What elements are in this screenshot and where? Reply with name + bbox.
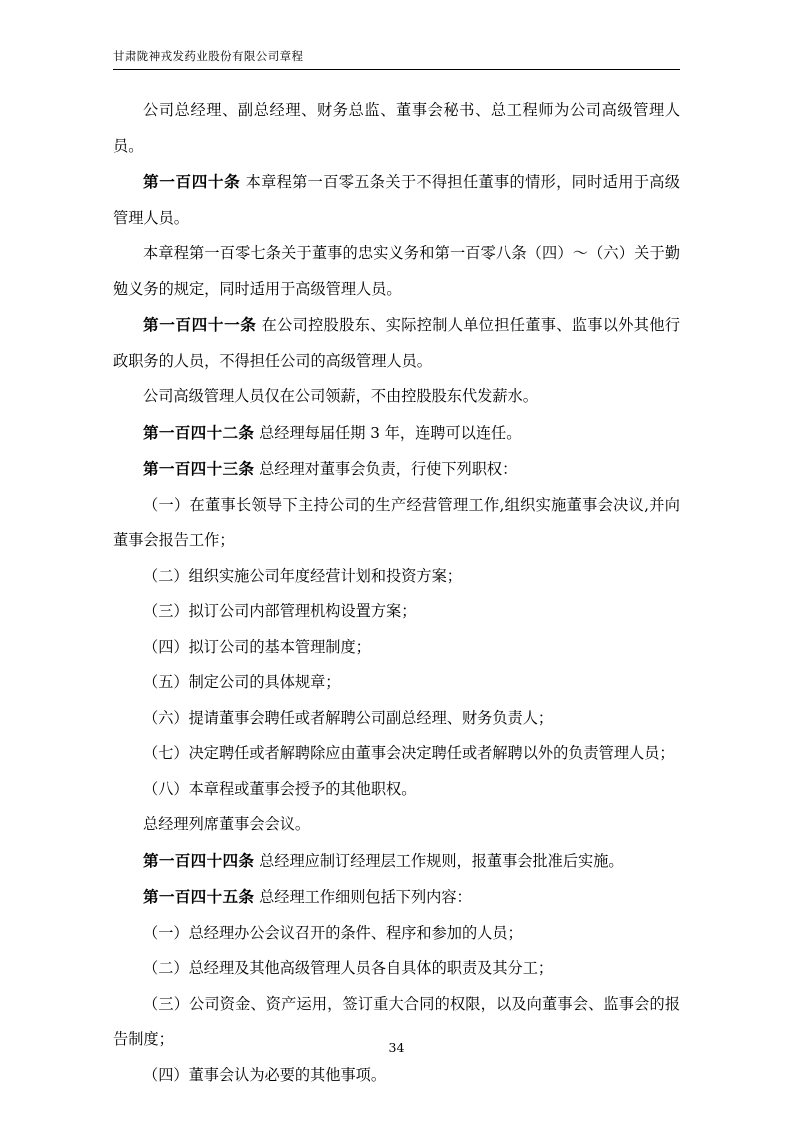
paragraph	[113, 879, 680, 916]
paragraph	[113, 951, 680, 987]
paragraph-text: 本章程第一百零七条关于董事的忠实义务和第一百零八条（四）～（六）关于勤勉义务的规定，同时适用于高级管理人员。	[113, 244, 680, 298]
paragraph	[113, 236, 680, 307]
paragraph-text: （三）拟订公司内部管理机构设置方案；	[143, 602, 417, 620]
paragraph-text: （八）本章程或董事会授予的其他职权。	[143, 779, 417, 798]
paragraph-text: 在公司控股股东、实际控制人单位担任董事、监事以外其他行政职务的人员，不得担任公司的高级管理人员。	[113, 316, 681, 370]
article-label: 第一百四十三条	[143, 459, 255, 478]
paragraph	[113, 630, 680, 666]
paragraph	[113, 772, 680, 808]
article-label: 第一百四十二条	[143, 422, 255, 442]
document-body	[113, 93, 680, 1093]
paragraph-text: 总经理对董事会负责，行使下列职权：	[259, 460, 518, 478]
paragraph	[113, 451, 680, 488]
paragraph	[113, 594, 680, 630]
paragraph-text: 本章程第一百零五条关于不得担任董事的情形，同时适用于高级管理人员。	[113, 173, 680, 227]
page-footer	[0, 1040, 793, 1055]
page-number: 34	[388, 1040, 405, 1055]
paragraph	[113, 307, 680, 379]
paragraph-text: 公司高级管理人员仅在公司领薪，不由控股股东代发薪水。	[143, 387, 538, 405]
paragraph	[113, 488, 680, 559]
paragraph	[113, 665, 680, 701]
paragraph	[113, 843, 680, 880]
paragraph-text: 总经理每届任期 3 年，连聘可以连任。	[259, 423, 522, 442]
paragraph-text: （三）公司资金、资产运用，签订重大合同的权限，以及向董事会、监事会的报告制度；	[113, 994, 680, 1048]
paragraph-text: （二）组织实施公司年度经营计划和投资方案；	[143, 566, 462, 585]
paragraph	[113, 379, 680, 415]
paragraph-text: （四）拟订公司的基本管理制度；	[143, 637, 371, 656]
paragraph	[113, 164, 680, 236]
article-label: 第一百四十条	[143, 172, 241, 191]
paragraph-text: （一）总经理办公会议召开的条件、程序和参加的人员；	[143, 923, 523, 942]
paragraph	[113, 415, 680, 452]
paragraph-text: （一）在董事长领导下主持公司的生产经营管理工作,组织实施董事会决议,并向董事会报告工作；	[113, 495, 680, 549]
paragraph	[113, 736, 680, 772]
article-label: 第一百四十四条	[143, 850, 255, 870]
paragraph	[113, 807, 680, 843]
paragraph	[113, 701, 680, 737]
page-header	[113, 50, 680, 70]
paragraph-text: 总经理应制订经理层工作规则，报董事会批准后实施。	[259, 851, 624, 870]
paragraph-text: 总经理列席董事会会议。	[143, 815, 311, 833]
paragraph-text: （四）董事会认为必要的其他事项。	[143, 1065, 386, 1084]
article-label: 第一百四十一条	[143, 315, 257, 334]
paragraph-text: 总经理工作细则包括下列内容：	[259, 888, 472, 906]
paragraph-text: （五）制定公司的具体规章；	[143, 673, 341, 691]
paragraph-text: （七）决定聘任或者解聘除应由董事会决定聘任或者解聘以外的负责管理人员；	[143, 744, 675, 762]
paragraph	[113, 559, 680, 595]
paragraph	[113, 1058, 680, 1094]
header-title: 甘肃陇神戎发药业股份有限公司章程	[113, 49, 304, 63]
paragraph	[113, 93, 680, 164]
paragraph-text: 公司总经理、副总经理、财务总监、董事会秘书、总工程师为公司高级管理人员。	[113, 101, 680, 155]
paragraph	[113, 916, 680, 952]
article-label: 第一百四十五条	[143, 887, 255, 906]
paragraph-text: （二）总经理及其他高级管理人员各自具体的职责及其分工；	[143, 959, 554, 977]
paragraph-text: （六）提请董事会聘任或者解聘公司副总经理、财务负责人；	[143, 708, 554, 727]
